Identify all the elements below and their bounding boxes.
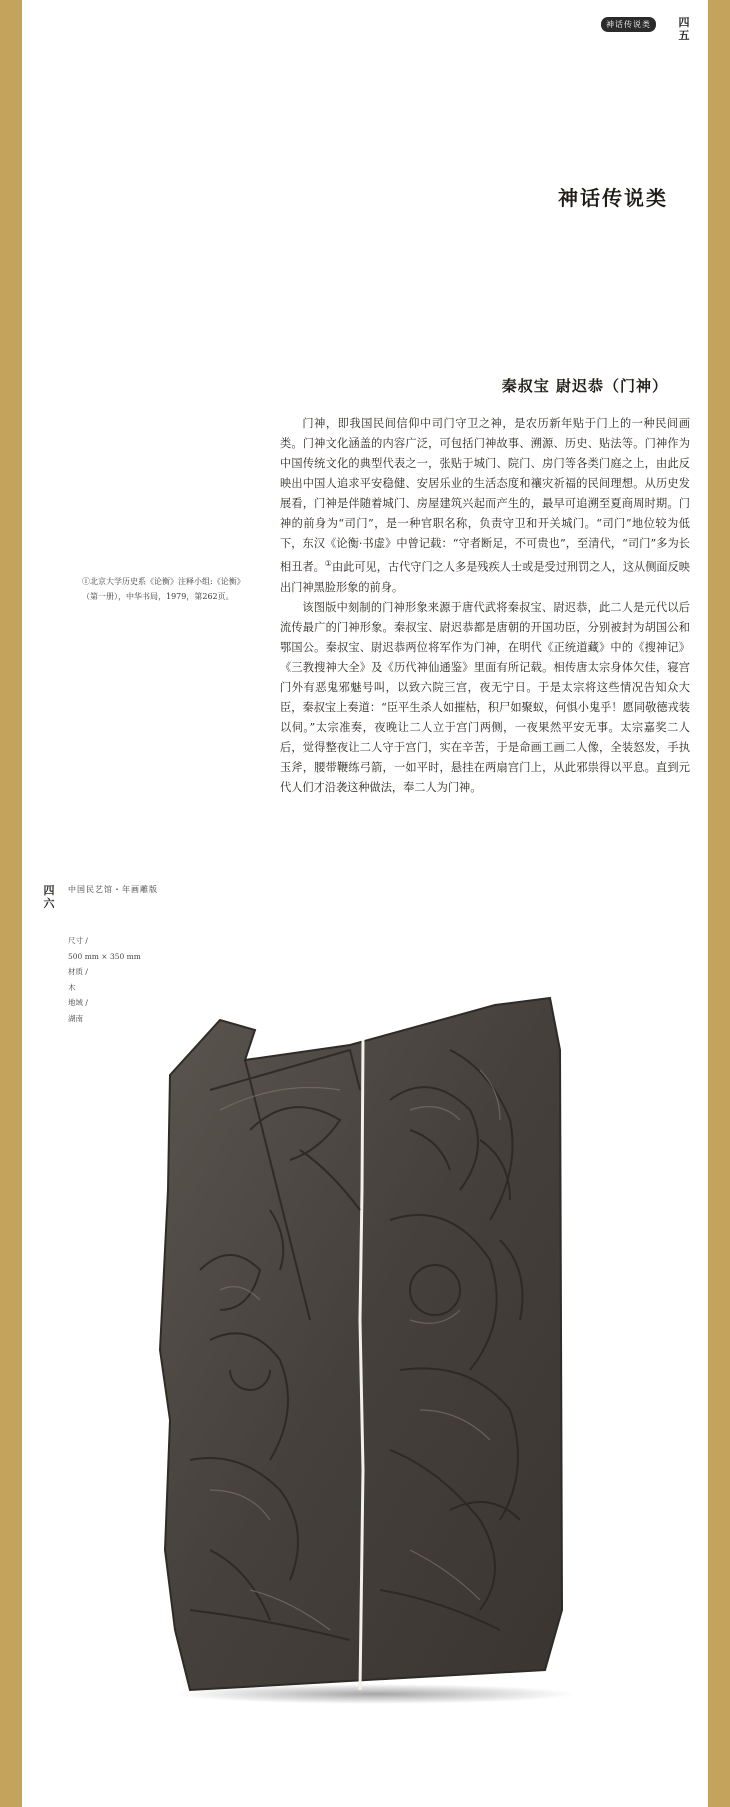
woodblock-print-image: [150, 990, 600, 1710]
footnote-line-1: ①北京大学历史系《论衡》注释小组:《论衡》: [82, 577, 245, 586]
paragraph-2: 该图版中刻制的门神形象来源于唐代武将秦叔宝、尉迟恭，此二人是元代以后流传最广的门神形象。秦叔宝、尉迟恭都是唐朝的开国功臣，分别被封为胡国公和鄂国公。秦叔宝、尉迟恭两位将军作为门神，在明代《正统道藏》中的《搜神记》《三教搜神大全》及《历代神仙通鉴》里面有所记载。相传唐太宗身体欠佳，寝宫门外有恶鬼邪魅号叫，以致六院三宫，夜无宁日。于是太宗将这些情况告知众大臣，秦叔宝上奏道：“臣平生杀人如摧枯，积尸如聚蚁，何惧小鬼乎！愿同敬德戎装以伺。”太宗准奏，夜晚让二人立于宫门两侧，一夜果然平安无事。太宗嘉奖二人后，觉得整夜让二人守于宫门，实在辛苦，于是命画工画二人像，全装怒发，手执玉斧，腰带鞭练弓箭，一如平时，悬挂在两扇宫门上，从此邪祟得以平息。直到元代人们才沿袭这种做法，奉二人为门神。: [280, 600, 690, 794]
page-number-top: 四五: [678, 16, 690, 42]
article-body: [280, 414, 690, 798]
footnote-line-2: （第一册），中华书局，1979，第262页。: [82, 592, 234, 601]
plate-specs: [68, 933, 141, 1026]
section-title: 神话传说类: [558, 186, 668, 210]
page-number-left: 四六: [43, 884, 55, 910]
spec-region-value: 湖南: [68, 1013, 83, 1023]
footnote: [82, 574, 272, 604]
spec-size-value: 500 mm × 350 mm: [68, 951, 141, 961]
paragraph-1-tail: 由此可见，古代守门之人多是残疾人士或是受过刑罚之人，这从侧面反映出门神黑脸形象的前身。: [280, 560, 690, 594]
spec-material-value: 木: [68, 982, 76, 992]
spec-size-label: 尺寸 /: [68, 936, 88, 945]
document-page: [22, 0, 708, 1807]
spec-region-label: 地域 /: [68, 998, 88, 1007]
footnote-marker: ①: [324, 559, 332, 568]
paragraph-1-text: 门神，即我国民间信仰中司门守卫之神，是农历新年贴于门上的一种民间画类。门神文化涵盖的内容广泛，可包括门神故事、溯源、历史、贴法等。门神作为中国传统文化的典型代表之一，张贴于城门、院门、房门等各类门庭之上，由此反映出中国人追求平安稳健、安居乐业的生活态度和禳灾祈福的民间理想。从历史发展看，门神是伴随着城门、房屋建筑兴起而产生的，最早可追溯至夏商周时期。门神的前身为“司门”，是一种官职名称，负责守卫和开关城门。“司门”地位较为低下，东汉《论衡·书虚》中曾记载：“守者断足，不可贵也”，至清代，“司门”多为长相丑者。: [280, 417, 690, 574]
running-head-badge: 神话传说类: [601, 17, 656, 32]
book-title: 中国民艺馆・年画雕版: [68, 885, 158, 894]
article-title: 秦叔宝 尉迟恭（门神）: [501, 377, 668, 395]
paragraph-1: [280, 414, 690, 598]
spec-material-label: 材质 /: [68, 967, 88, 976]
